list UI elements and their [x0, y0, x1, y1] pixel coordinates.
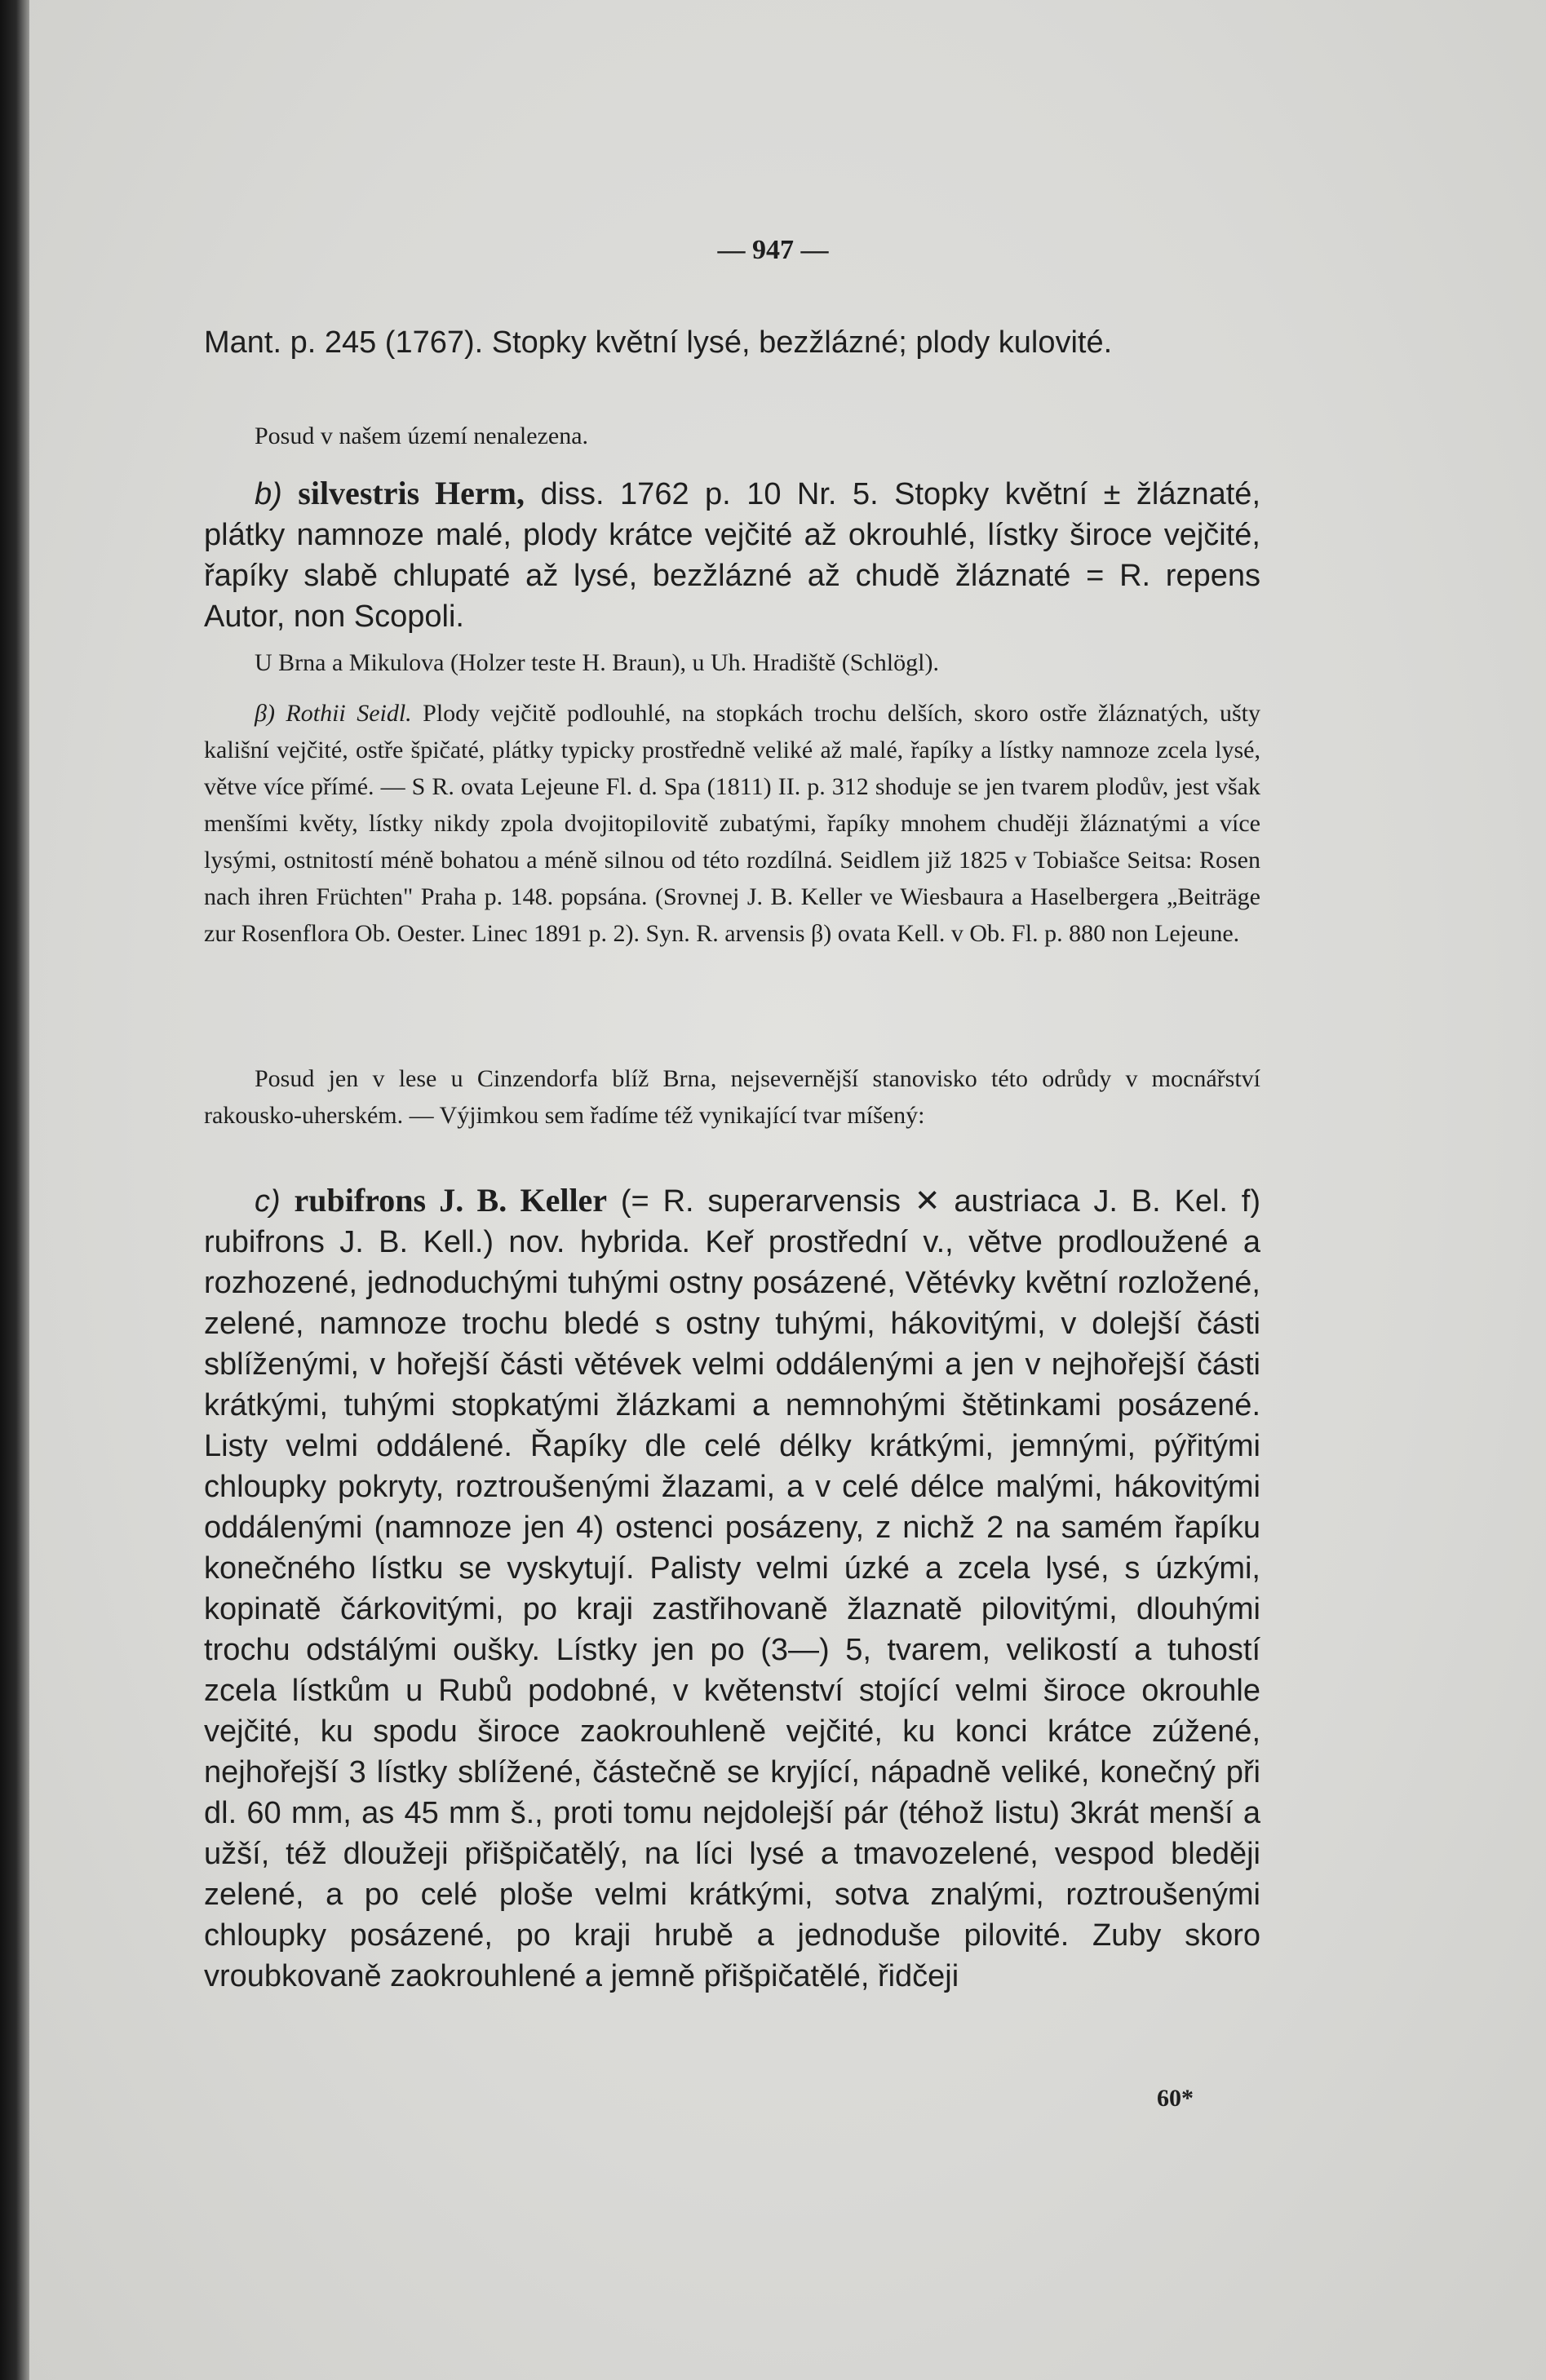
- variety-beta: [204, 695, 1260, 952]
- paragraph-1: [204, 322, 1260, 363]
- note-1: [204, 418, 1260, 454]
- note-1-text: Posud v našem území nenalezena.: [255, 422, 589, 449]
- variety-c-text: (= R. superarvensis ✕ austriaca J. B. Kel. f) rubifrons J. B. Kell.) nov. hybrida. Keř prostřední v., větve prodloužené a rozhozené, jednoduchými tuhými ostny posázené, Větévky květní rozložené, zelené, namnoze trochu bledé s ostny tuhými, hákovitými, v dolejší části sblíženými, v hořejší části větévek velmi oddálenými a jen v nejhořejší části krátkými, tuhými stopkatými žlázkami a nemnohými štětinkami posázené. Listy velmi oddálené. Řapíky dle celé délky krátkými, jemnými, pýřitými chloupky pokryty, roztroušenými žlazami, a v celé délce malými, hákovitými oddálenými (namnoze jen 4) ostenci posázeny, z nichž 2 na samém řapíku konečného lístku se vyskytují. Palisty velmi úzké a zcela lysé, s úzkými, kopinatě čárkovitými, po kraji zastřihovaně žlaznatě pilovitými, dlouhými trochu odstálými oušky. Lístky jen po (3—) 5, tvarem, velikostí a tuhostí zcela lístkům u Rubů podobné, v květenství stojící velmi široce okrouhle vejčité, ku spodu široce zaokrouhleně vejčité, ku konci krátce zúžené, nejhořejší 3 lístky sblížené, částečně se kryjící, nápadně veliké, konečný při dl. 60 mm, as 45 mm š., proti tomu nejdolejší pár (téhož listu) 3krát menší a užší, též dloužeji přišpičatělý, na líci lysé a tmavozelené, vespod bleději zelené, a po celé ploše velmi krátkými, sotva znalými, roztroušenými chloupky posázené, po kraji hrubě a jednoduše pilovité. Zuby skoro vroubkovaně zaokrouhlené a jemně přišpičatělé, řidčeji: [204, 1184, 1261, 1993]
- variety-b-name: silvestris Herm,: [298, 475, 525, 511]
- variety-b-locality: [204, 644, 1260, 681]
- paragraph-1-text: Mant. p. 245 (1767). Stopky květní lysé, bezžlázné; plody kulovité.: [204, 325, 1113, 360]
- note-2: [204, 1060, 1260, 1134]
- note-2-text: Posud jen v lese u Cinzendorfa blíž Brna, nejseverněјší stanovisko této odrůdy v mocnářství rakousko-uherském. — Výjimkou sem řadíme též vynikající tvar míšený:: [204, 1065, 1260, 1129]
- variety-c: [204, 1180, 1260, 1997]
- variety-beta-text: Plody vejčitě podlouhlé, na stopkách trochu delších, skoro ostře žláznatých, ušty kališní vejčité, ostře špičaté, plátky typicky prostředně veliké až malé, řapíky a lístky namnoze zcela lysé, větve více přímé. — S R. ovata Lejeune Fl. d. Spa (1811) II. p. 312 shoduje se jen tvarem plodův, jest však menšími květy, lístky nikdy zpola dvojitopilovitě zubatými, řapíky mnohem chuději žláznatými a více lysými, ostnitostí méně bohatou a méně silnou od této rozdílná. Seidlem již 1825 v Tobiašce Seitsa: Rosen nach ihren Früchten" Praha p. 148. popsána. (Srovnej J. B. Keller ve Wiesbaura a Haselbergera „Beiträge zur Rosenflora Ob. Oester. Linec 1891 p. 2). Syn. R. arvensis β) ovata Kell. v Ob. Fl. p. 880 non Lejeune.: [204, 700, 1261, 947]
- variety-beta-name: Rothii Seidl.: [286, 700, 412, 727]
- page-number: — 947 —: [717, 235, 829, 265]
- variety-b-label: b): [255, 477, 282, 511]
- variety-b: [204, 473, 1260, 637]
- variety-c-name: rubifrons J. B. Keller: [294, 1182, 608, 1219]
- variety-beta-label: β): [255, 700, 275, 727]
- signature-mark: 60*: [1157, 2085, 1194, 2112]
- variety-b-locality-text: U Brna a Mikulova (Holzer teste H. Braun), u Uh. Hradiště (Schlögl).: [255, 649, 939, 676]
- variety-b-text: diss. 1762 p. 10 Nr. 5. Stopky květní ± žláznaté, plátky namnoze malé, plody krátce vejčité až okrouhlé, lístky široce vejčité, řapíky slabě chlupaté až lysé, bezžlázné až chudě žláznaté = R. repens Autor, non Scopoli.: [204, 477, 1260, 634]
- variety-c-label: c): [255, 1184, 281, 1219]
- scan-edge: [0, 0, 29, 2380]
